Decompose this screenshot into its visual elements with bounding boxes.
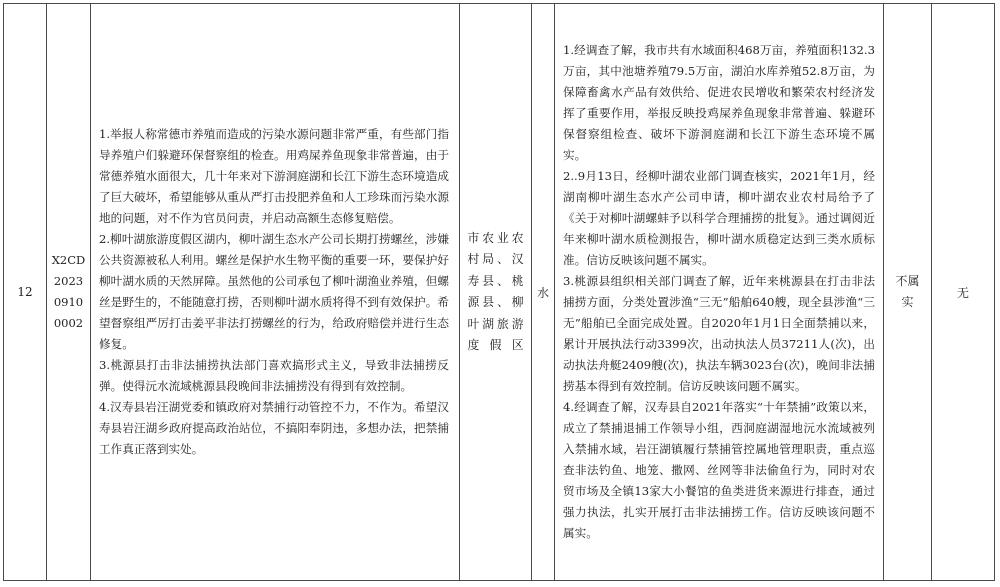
findings-paragraph: 2..9月13日，经柳叶湖农业部门调查核实，2021年1月，经湖南柳叶湖生态水产公司申请，柳叶湖农业农村局给予了《关于对柳叶湖螺蚌予以科学合理捕捞的批复》。通过调阅近年来柳叶湖水质检测报告，柳叶湖水质稳定达到三类水质标准。信访反映该问题不属实。 xyxy=(563,169,875,267)
complaint-table-row xyxy=(3,3,995,581)
responsible-unit xyxy=(460,4,531,580)
row-number: 12 xyxy=(17,285,33,299)
responsible-unit-text: 市农业农村局、汉寿县、桃源县、柳叶湖旅游度假区 xyxy=(467,230,524,352)
complaint-paragraph: 3.桃源县打击非法捕捞执法部门喜欢搞形式主义，导致非法捕捞反弹。使得沅水流域桃源县段晚间非法捕捞没有得到有效控制。 xyxy=(99,358,449,393)
verdict-text: 不属实 xyxy=(895,274,920,309)
case-id xyxy=(47,4,90,580)
complaint-paragraph: 2.柳叶湖旅游度假区湖内，柳叶湖生态水产公司长期打捞螺丝，涉嫌公共资源被私人利用。螺丝是保护水生物平衡的重要一环，要保护好柳叶湖水质的天然屏障。虽然他的公司承包了柳叶湖渔业养殖，但螺丝是野生的，不能随意打捞，否则柳叶湖水质将得不到有效保护。希望督察组严厉打击姜平非法打捞螺丝的行为，给政府赔偿并进行生态修复。 xyxy=(99,232,449,351)
case-id-line: 2023 xyxy=(53,274,84,288)
complaint-content xyxy=(91,4,459,580)
complaint-paragraph: 4.汉寿县岩汪湖党委和镇政府对禁捕行动管控不力，不作为。希望汉寿县岩汪湖乡政府提高政治站位，不搞阳奉阴违，多想办法，把禁捕工作真正落到实处。 xyxy=(99,400,449,456)
case-id-line: X2CD xyxy=(51,253,86,267)
complaint-paragraph: 1.举报人称常德市养殖而造成的污染水源问题非常严重，有些部门指导养殖户们躲避环保督察组的检查。用鸡屎养鱼现象非常普遍，由于常德养殖水面很大，几十年来对下游洞庭湖和长江下游生态环境造成了巨大破坏，希望能够从重从严打击投肥养鱼和人工珍珠而污染水源地的问题，对不作为官员问责，并启动高额生态修复赔偿。 xyxy=(99,127,449,225)
investigation-findings xyxy=(555,4,883,580)
verdict xyxy=(884,4,931,580)
pollution-type: 水 xyxy=(536,285,549,300)
findings-paragraph: 4.经调查了解，汉寿县自2021年落实“十年禁捕”政策以来，成立了禁捕退捕工作领导小组，西洞庭湖湿地沅水流域被列入禁捕水域，岩汪湖镇履行禁捕管控属地管理职责，重点巡查非法钓鱼、地笼、撒网、丝网等非法偷鱼行为，同时对农贸市场及全镇13家大小餐馆的鱼类进货来源进行排查，通过强力执法，扎实开展打击非法捕捞工作。信访反映该问题不属实。 xyxy=(563,400,875,540)
findings-paragraph: 3.桃源县组织相关部门调查了解，近年来桃源县在打击非法捕捞方面，分类处置涉渔“三无”船舶640艘，现全县涉渔“三无”船舶已全面完成处置。自2020年1月1日全面禁捕以来，累计开展执法行动3399次，出动执法人员37211人(次)，出动执法舟艇2409艘(次)，执法车辆3023台(次)，晚间非法捕捞基本得到有效控制。信访反映该问题不属实。 xyxy=(563,274,875,393)
findings-paragraph: 1.经调查了解，我市共有水域面积468万亩，养殖面积132.3万亩，其中池塘养殖79.5万亩，湖泊水库养殖52.8万亩，为保障畜禽水产品有效供给、促进农民增收和繁荣农村经济发挥了重要作用，举报反映投鸡屎养鱼现象非常普遍、躲避环保督察组检查、破坏下游洞庭湖和长江下游生态环境不属实。 xyxy=(563,43,875,162)
case-id-line: 0910 xyxy=(53,295,84,309)
accountability: 无 xyxy=(956,285,969,300)
case-id-line: 0002 xyxy=(53,316,84,330)
